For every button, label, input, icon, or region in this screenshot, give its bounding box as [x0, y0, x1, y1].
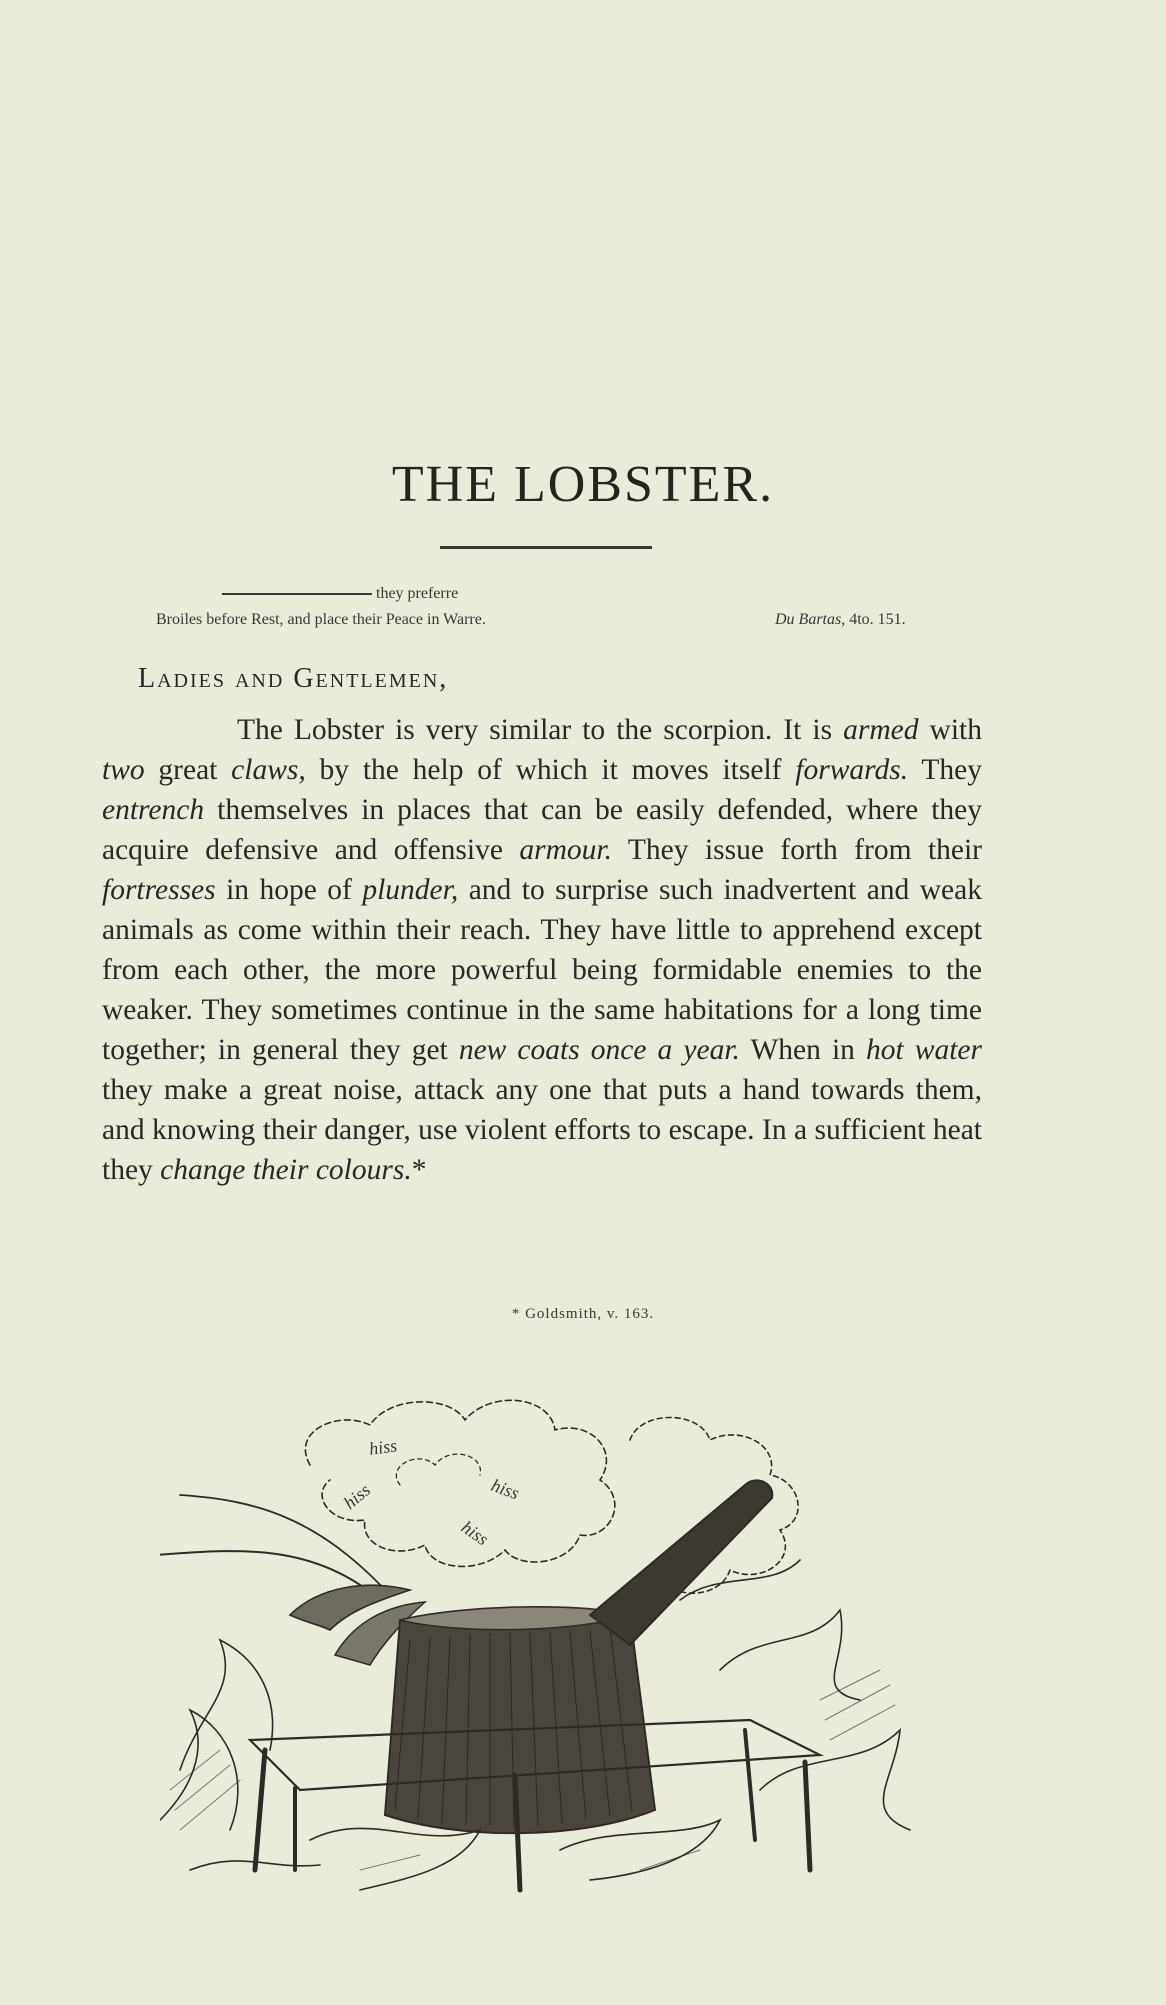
text-run: by the help of which it moves itself: [305, 754, 796, 786]
epigraph-ref: 4to. 151.: [849, 611, 906, 628]
italic-run: claws,: [231, 754, 306, 786]
text-run: they make a great noise, attack any one that puts a hand towards them, and knowing their danger, use violent efforts to escape. In a sufficient heat they: [102, 1074, 982, 1186]
epigraph-line-2: Broiles before Rest, and place their Peace in Warre.: [156, 611, 486, 628]
italic-run: two: [102, 754, 145, 786]
epigraph-author: Du Bartas,: [775, 611, 846, 628]
epigraph-line-1-text: they preferre: [376, 585, 459, 602]
text-run: with: [918, 714, 982, 746]
footnote: * Goldsmith, v. 163.: [511, 1306, 655, 1322]
italic-run: hot water: [866, 1034, 982, 1066]
page-title: THE LOBSTER.: [391, 456, 775, 513]
italic-run: change their colours.: [160, 1154, 412, 1186]
text-run: great: [144, 754, 232, 786]
steam-cloud: [305, 1400, 614, 1566]
steam-word-2: hiss: [339, 1479, 375, 1514]
title-rule: [440, 546, 652, 549]
italic-run: armour.: [519, 834, 613, 866]
italic-run: forwards.: [795, 754, 909, 786]
text-run: in hope of: [215, 874, 363, 906]
pot-illustration: [160, 1370, 920, 1915]
pot-body: [385, 1615, 655, 1833]
text-run: and to surprise such inadvertent and weak animals as come within their reach. They have little to apprehend except from each other, the more powerful being formidable enemies to the weaker. They sometimes continue in the same habitations for a long time together; in general they get: [102, 874, 982, 1066]
steam-word-1: hiss: [367, 1435, 399, 1459]
body-paragraph: [102, 710, 982, 1190]
italic-run: armed: [843, 714, 919, 746]
epigraph-citation: [775, 610, 906, 630]
pot-handle: [590, 1480, 772, 1645]
italic-run: new coats once a year.: [458, 1034, 740, 1066]
text-run: The Lobster is very similar to the scorpion. It is: [237, 714, 844, 746]
salutation: Ladies and Gentlemen,: [138, 663, 449, 694]
italic-run: plunder,: [362, 874, 459, 906]
epigraph-line-1: [222, 584, 458, 604]
text-run: They issue forth from their: [612, 834, 983, 866]
steam-word-3: hiss: [457, 1516, 493, 1550]
italic-run: fortresses: [102, 874, 216, 906]
text-run: themselves in places that can be easily defended, where they acquire defensive and offensive: [102, 794, 982, 866]
italic-run: entrench: [102, 794, 205, 826]
epigraph-dash: [222, 593, 372, 595]
text-run: When in: [739, 1034, 866, 1066]
steam-word-4: hiss: [488, 1474, 522, 1504]
text-run: They: [908, 754, 982, 786]
text-run: *: [411, 1154, 427, 1186]
